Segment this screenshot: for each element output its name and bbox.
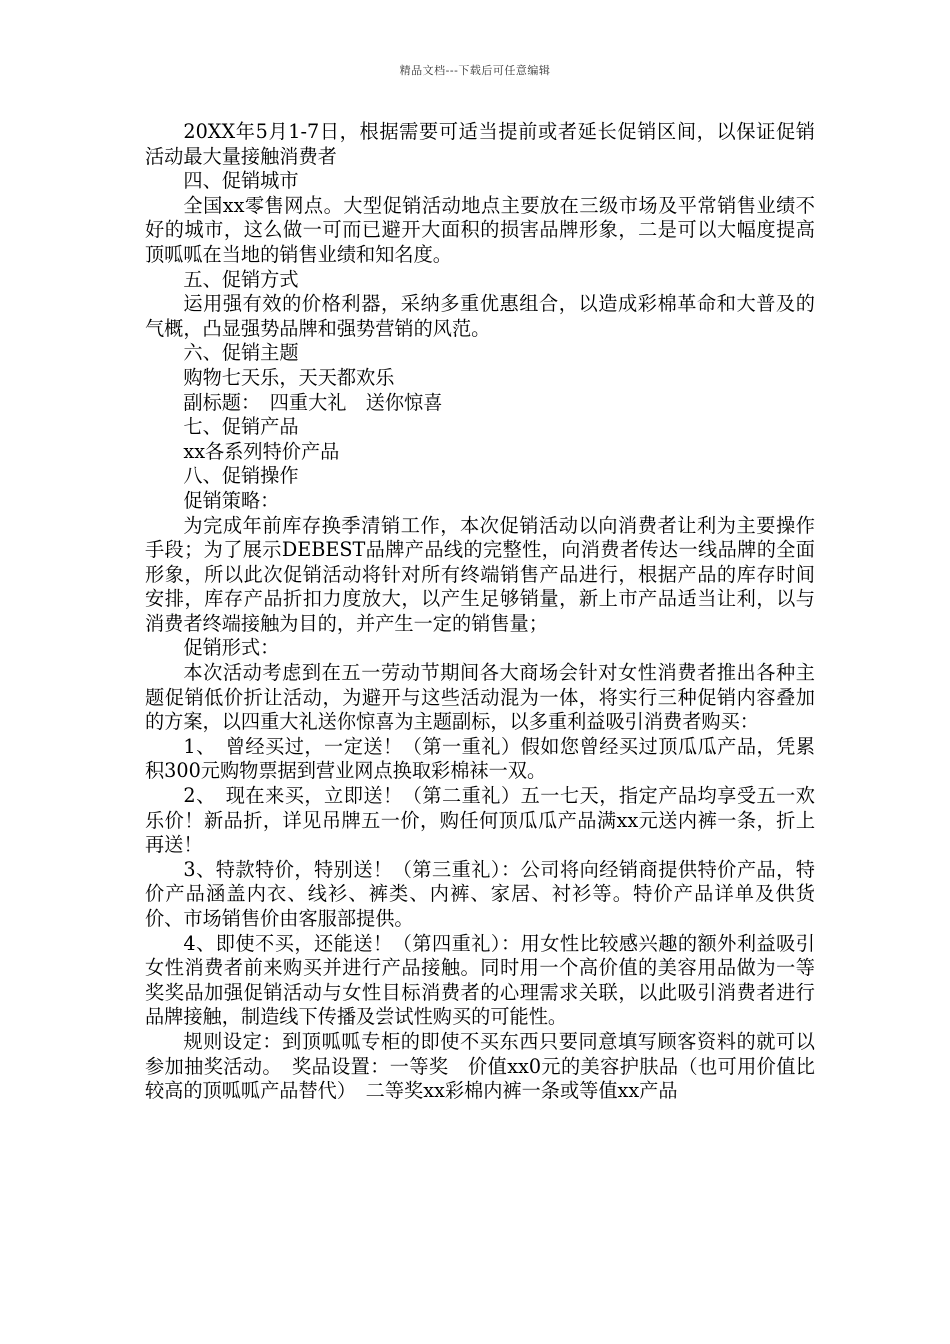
list-item-gift-3: 3、特款特价，特别送！（第三重礼）：公司将向经销商提供特价产品，特价产品涵盖内衣、线衫、裤类、内裤、家居、衬衫等。特价产品详单及供货价、市场销售价由客服部提供。 [145,857,815,930]
list-item-gift-1: 1、 曾经买过，一定送！（第一重礼）假如您曾经买过顶瓜瓜产品，凭累积300元购物票据到营业网点换取彩棉袜一双。 [145,734,815,783]
label-promo-form: 促销形式： [183,636,280,660]
document-body [145,120,815,1104]
paragraph-promo-strategy: 为完成年前库存换季清销工作，本次促销活动以向消费者让利为主要操作手段；为了展示DEBEST品牌产品线的完整性，向消费者传达一线品牌的全面形象，所以此次促销活动将针对所有终端销售产品进行，根据产品的库存时间安排，库存产品折扣力度放大，以产生足够销量，新上市产品适当让利，以与消费者终端接触为目的，并产生一定的销售量； [145,513,815,635]
list-item-gift-4: 4、即使不买，还能送！（第四重礼）：用女性比较感兴趣的额外利益吸引女性消费者前来购买并进行产品接触。同时用一个高价值的美容用品做为一等奖奖品加强促销活动与女性目标消费者的心理需求关联，以此吸引消费者进行品牌接触，制造线下传播及尝试性购买的可能性。 [145,931,815,1029]
paragraph-promo-period: 20XX年5月1-7日，根据需要可适当提前或者延长促销区间，以保证促销活动最大量接触消费者 [145,120,815,168]
heading-promo-theme: 六、促销主题 [183,341,299,365]
heading-promo-cities: 四、促销城市 [183,169,299,193]
list-item-gift-2: 2、 现在来买，立即送！（第二重礼）五一七天，指定产品均享受五一欢乐价！新品折，详见吊牌五一价，购任何顶瓜瓜产品满xx元送内裤一条，折上再送！ [145,784,815,857]
label-promo-strategy: 促销策略： [183,488,280,512]
paragraph-rules-prizes: 规则设定：到顶呱呱专柜的即使不买东西只要同意填写顾客资料的就可以参加抽奖活动。 奖品设置：一等奖 价值xx0元的美容护肤品（也可用价值比较高的顶呱呱产品替代） 二等奖xx彩棉内裤一条或等值xx产品 [145,1029,815,1103]
paragraph-promo-method: 运用强有效的价格利器，采纳多重优惠组合，以造成彩棉革命和大普及的气概，凸显强势品牌和强势营销的风范。 [145,292,815,340]
heading-promo-products: 七、促销产品 [183,415,299,439]
heading-promo-method: 五、促销方式 [183,267,299,291]
paragraph-promo-theme: 购物七天乐，天天都欢乐 [183,365,395,389]
paragraph-promo-products: xx各系列特价产品 [183,439,340,463]
paragraph-promo-form: 本次活动考虑到在五一劳动节期间各大商场会针对女性消费者推出各种主题促销低价折让活动，为避开与这些活动混为一体，将实行三种促销内容叠加的方案，以四重大礼送你惊喜为主题副标，以多重利益吸引消费者购买： [145,661,815,734]
paragraph-subtitle: 副标题： 四重大礼 送你惊喜 [183,390,443,414]
paragraph-promo-cities: 全国xx零售网点。大型促销活动地点主要放在三级市场及平常销售业绩不好的城市，这么做一可而已避开大面积的损害品牌形象，二是可以大幅度提高顶呱呱在当地的销售业绩和知名度。 [145,193,815,266]
heading-promo-operation: 八、促销操作 [183,464,299,488]
page-header: 精品文档---下载后可任意编辑 [399,64,551,77]
